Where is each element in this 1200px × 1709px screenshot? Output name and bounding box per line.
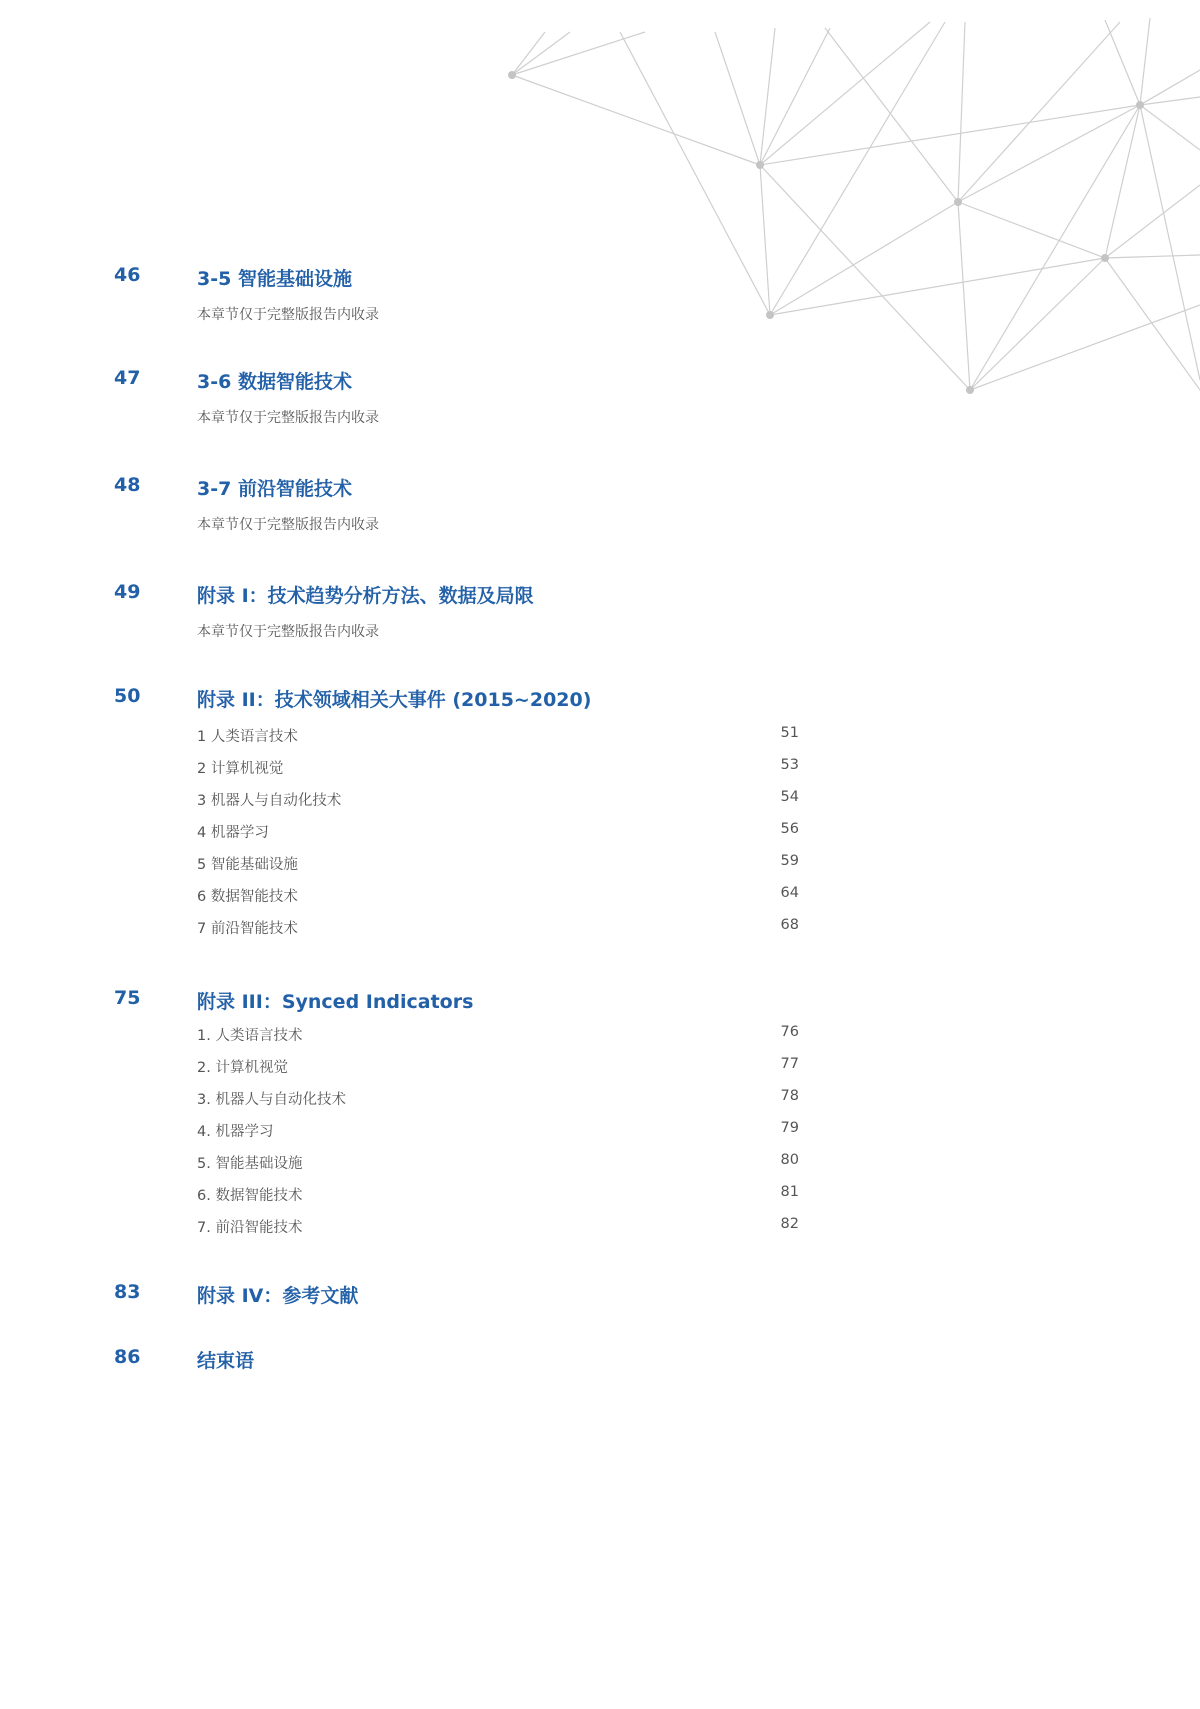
subitem-page: 79	[780, 1120, 799, 1136]
subitem-page: 59	[780, 853, 799, 869]
entry-page: 49	[114, 581, 141, 603]
entry-title[interactable]: 3-7 前沿智能技术	[197, 478, 352, 500]
entry-title[interactable]: 附录 III：Synced Indicators	[197, 991, 474, 1013]
subitem-label: 1 人类语言技术	[197, 729, 298, 745]
decorative-network-graphic	[0, 0, 1200, 420]
subitem-label: 3. 机器人与自动化技术	[197, 1092, 346, 1108]
subitem-label: 4 机器学习	[197, 825, 269, 841]
entry-title[interactable]: 3-6 数据智能技术	[197, 371, 352, 393]
subitem-page: 64	[780, 885, 799, 901]
subitem-page: 53	[780, 757, 799, 773]
subitem-label: 5 智能基础设施	[197, 857, 298, 873]
entry-note: 本章节仅于完整版报告内收录	[197, 410, 379, 426]
entry-note: 本章节仅于完整版报告内收录	[197, 517, 379, 533]
entry-title[interactable]: 附录 IV：参考文献	[197, 1285, 359, 1307]
subitem-page: 77	[780, 1056, 799, 1072]
subitem-label: 2 计算机视觉	[197, 761, 284, 777]
entry-page: 46	[114, 264, 141, 286]
subitem-label: 6 数据智能技术	[197, 889, 298, 905]
subitem-page: 81	[780, 1184, 799, 1200]
entry-page: 83	[114, 1281, 141, 1303]
entry-page: 86	[114, 1346, 141, 1368]
subitem-label: 7 前沿智能技术	[197, 921, 298, 937]
entry-note: 本章节仅于完整版报告内收录	[197, 624, 379, 640]
subitem-label: 6. 数据智能技术	[197, 1188, 303, 1204]
subitem-page: 56	[780, 821, 799, 837]
subitem-page: 54	[780, 789, 799, 805]
subitem-page: 78	[780, 1088, 799, 1104]
entry-title[interactable]: 附录 I：技术趋势分析方法、数据及局限	[197, 585, 534, 607]
subitem-page: 51	[780, 725, 799, 741]
subitem-page: 80	[780, 1152, 799, 1168]
entry-page: 48	[114, 474, 141, 496]
subitem-label: 7. 前沿智能技术	[197, 1220, 303, 1236]
subitem-page: 76	[780, 1024, 799, 1040]
subitem-label: 4. 机器学习	[197, 1124, 274, 1140]
entry-note: 本章节仅于完整版报告内收录	[197, 307, 379, 323]
subitem-label: 5. 智能基础设施	[197, 1156, 303, 1172]
entry-page: 47	[114, 367, 141, 389]
subitem-label: 2. 计算机视觉	[197, 1060, 288, 1076]
entry-page: 50	[114, 685, 141, 707]
subitem-page: 82	[780, 1216, 799, 1232]
entry-page: 75	[114, 987, 141, 1009]
entry-title[interactable]: 3-5 智能基础设施	[197, 268, 352, 290]
subitem-page: 68	[780, 917, 799, 933]
subitem-label: 3 机器人与自动化技术	[197, 793, 342, 809]
entry-title[interactable]: 附录 II：技术领域相关大事件 (2015~2020)	[197, 689, 592, 711]
entry-title[interactable]: 结束语	[197, 1350, 255, 1372]
subitem-label: 1. 人类语言技术	[197, 1028, 303, 1044]
